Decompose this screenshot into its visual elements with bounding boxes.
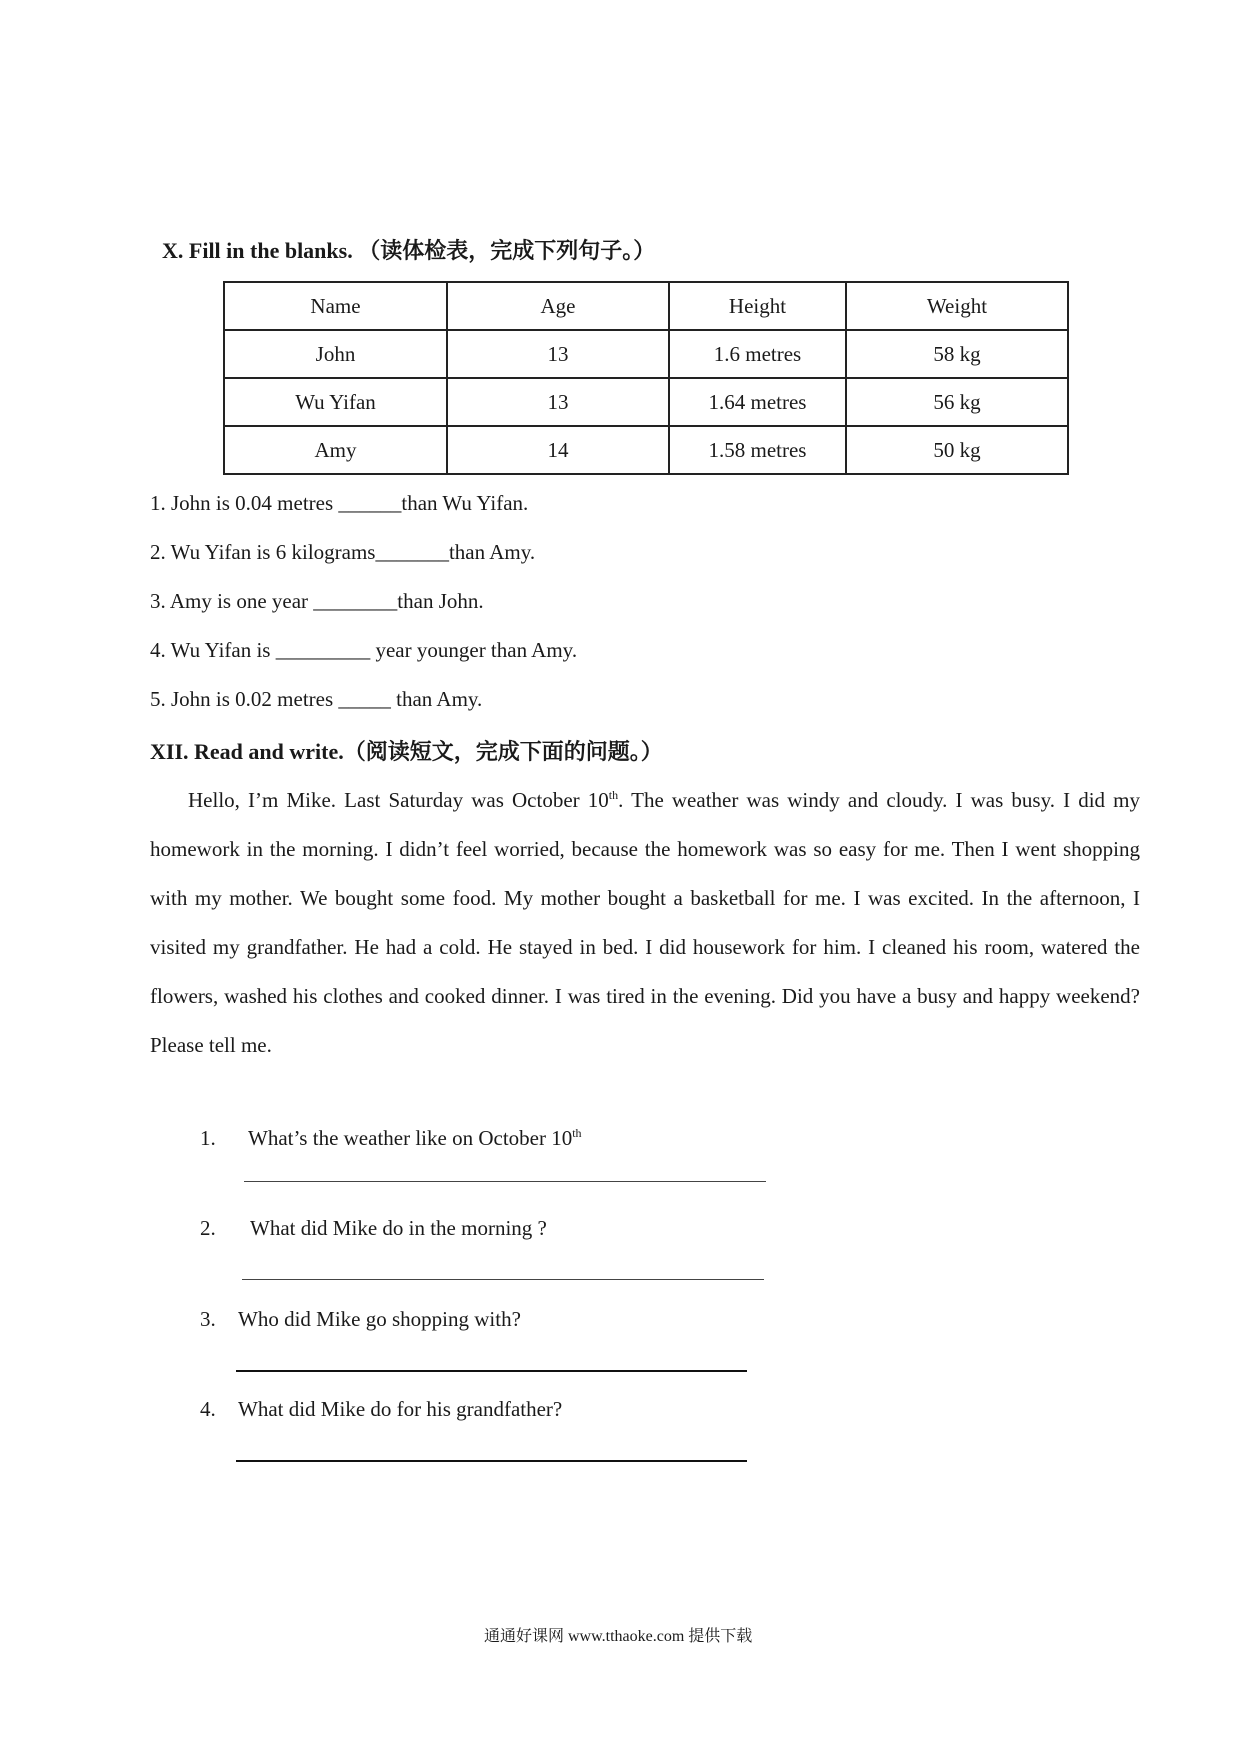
section-xii-heading: XII. Read and write.（阅读短文，完成下面的问题。） xyxy=(150,739,663,764)
question-2-text: What did Mike do in the morning ? xyxy=(250,1216,547,1240)
table-row xyxy=(224,378,1068,426)
passage-superscript: th xyxy=(608,788,619,802)
table-row xyxy=(224,426,1068,474)
table-cell: John xyxy=(224,330,447,378)
answer-line[interactable] xyxy=(236,1460,747,1462)
question-1-text: What’s the weather like on October 10 xyxy=(248,1126,573,1150)
table-header-cell: Height xyxy=(669,282,846,330)
table-header-cell: Name xyxy=(224,282,447,330)
table-row xyxy=(224,330,1068,378)
fill-blank-sentence: 4. Wu Yifan is _________ year younger than Amy. xyxy=(150,638,578,662)
table-cell: 1.64 metres xyxy=(669,378,846,426)
question-3-text: Who did Mike go shopping with? xyxy=(238,1307,521,1331)
fill-blank-sentence: 2. Wu Yifan is 6 kilograms_______than Amy. xyxy=(150,540,536,564)
fill-blank-sentence: 3. Amy is one year ________than John. xyxy=(150,589,484,613)
section-x-heading: X. Fill in the blanks. （读体检表，完成下列句子。） xyxy=(162,238,656,263)
fill-blank-sentence: 5. John is 0.02 metres _____ than Amy. xyxy=(150,687,483,711)
question-text xyxy=(248,1126,582,1151)
fill-blank-sentence: 1. John is 0.04 metres ______than Wu Yifan. xyxy=(150,491,529,515)
answer-line[interactable] xyxy=(236,1370,747,1372)
question-1-superscript: th xyxy=(572,1126,582,1140)
table-cell: 13 xyxy=(447,330,669,378)
question-number: 2. xyxy=(200,1216,216,1240)
passage-text-start: Hello, I’m Mike. Last Saturday was October 10 xyxy=(188,788,609,812)
question-4-text: What did Mike do for his grandfather? xyxy=(238,1397,563,1421)
answer-line[interactable] xyxy=(244,1181,766,1182)
question-number: 3. xyxy=(200,1307,216,1331)
table-cell: Amy xyxy=(224,426,447,474)
table-cell: 58 kg xyxy=(846,330,1068,378)
reading-passage xyxy=(150,776,1140,1069)
footer-text: 通通好课网 www.tthaoke.com 提供下载 xyxy=(484,1628,753,1645)
table-cell: Wu Yifan xyxy=(224,378,447,426)
table-header-cell: Age xyxy=(447,282,669,330)
answer-line[interactable] xyxy=(242,1279,764,1280)
health-check-table xyxy=(223,281,1069,475)
passage-text-rest: . The weather was windy and cloudy. I was busy. I did my homework in the morning. I didn’t feel worried, because the homework was so easy for me. Then I went shopping with my mother. We bought some food. My mother bought a basketball for me. I was excited. In the afternoon, I visited my grandfather. He had a cold. He stayed in bed. I did housework for him. I cleaned his room, watered the flowers, washed his clothes and cooked dinner. I was tired in the evening. Did you have a busy and happy weekend? Please tell me. xyxy=(150,788,1140,1057)
table-cell: 13 xyxy=(447,378,669,426)
table-cell: 1.58 metres xyxy=(669,426,846,474)
table-header-cell: Weight xyxy=(846,282,1068,330)
question-number: 4. xyxy=(200,1397,216,1421)
table-cell: 56 kg xyxy=(846,378,1068,426)
table-header-row xyxy=(224,282,1068,330)
table-cell: 14 xyxy=(447,426,669,474)
table-cell: 50 kg xyxy=(846,426,1068,474)
table-cell: 1.6 metres xyxy=(669,330,846,378)
question-number: 1. xyxy=(200,1126,216,1150)
